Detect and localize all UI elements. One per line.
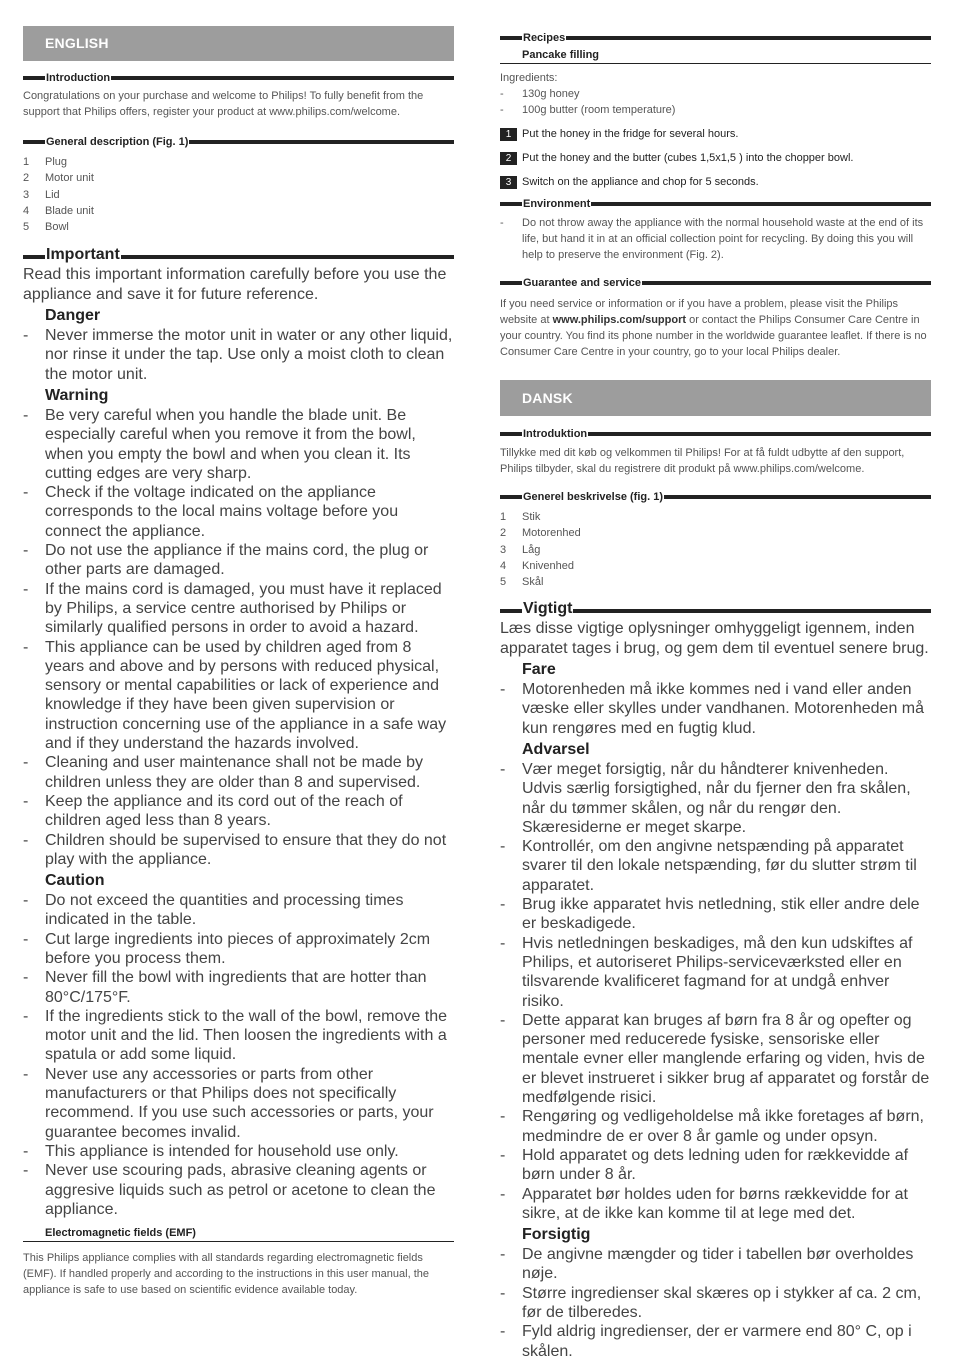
bullet-text: Kontrollér, om den angivne netspænding på apparatet svarer til den lokale netspænding, før du slutter strøm til apparatet. (522, 838, 917, 894)
list-item (500, 525, 931, 541)
step-text: Put the honey in the fridge for several hours. (522, 128, 739, 140)
step-number: 3 (500, 176, 517, 189)
dash-marker: - (23, 1007, 29, 1025)
general-description-heading: General description (Fig. 1) (23, 135, 454, 149)
dash-marker: - (23, 831, 29, 849)
bullet-item (23, 930, 454, 969)
bullet-text: Større ingredienser skal skæres op i stykker af ca. 2 cm, før de tilberedes. (522, 1284, 922, 1321)
bullet-text: 100g butter (room temperature) (522, 104, 676, 116)
bullet-text: Dette apparat kan bruges af børn fra 8 år og opefter og personer med reducerede fysiske, sensoriske eller mentale evner eller manglende erfaring og viden, hvis de er blevet instrueret i sikker brug af apparatet og forstår de medfølgende risici. (522, 1011, 930, 1107)
dash-marker: - (23, 892, 29, 910)
item-label: Stik (522, 511, 541, 523)
bullet-item (500, 86, 931, 102)
bullet-text: Check if the voltage indicated on the appliance corresponds to the local mains voltage before you connect the appliance. (45, 484, 399, 540)
bullet-text: Fyld aldrig ingredienser, der er varmere end 80° C, op i skålen. (522, 1323, 912, 1360)
bullet-item (500, 1284, 931, 1323)
bullet-item (23, 638, 454, 754)
list-item (23, 219, 454, 235)
list-item (500, 509, 931, 525)
forsigtig-list (500, 1245, 931, 1361)
bullet-item (23, 326, 454, 384)
bullet-item (500, 895, 931, 934)
dash-marker: - (23, 542, 29, 560)
item-label: Bowl (45, 221, 69, 234)
recipe-step (500, 151, 931, 165)
important-text: Read this important information carefully before you use the appliance and save it for future reference. (23, 266, 447, 303)
item-label: Lid (45, 188, 60, 201)
bullet-item (500, 1322, 931, 1361)
list-item (23, 154, 454, 170)
bullet-item (23, 541, 454, 580)
ingredients-list (500, 86, 931, 118)
fare-heading: Fare (522, 661, 556, 679)
bullet-text: This appliance is intended for household use only. (45, 1142, 399, 1160)
environment-heading: Environment (500, 197, 931, 211)
english-column (23, 26, 454, 1298)
item-number: 2 (23, 172, 30, 185)
item-number: 2 (500, 527, 507, 540)
item-label: Låg (522, 543, 541, 556)
danger-list (23, 326, 454, 384)
introduction-text: Congratulations on your purchase and welcome to Philips! To fully benefit from the support that Philips offers, register your product at www.philips.com/welcome. (23, 90, 424, 118)
bullet-item (23, 753, 454, 792)
bullet-text: Rengøring og vedligeholdelse må ikke foretages af børn, medmindre de er over 8 år gamle og under opsyn. (522, 1108, 924, 1145)
recipes-heading: Recipes (500, 31, 931, 45)
bullet-item (23, 1065, 454, 1142)
item-number: 3 (23, 188, 30, 201)
bullet-item (500, 1185, 931, 1224)
emf-text: This Philips appliance complies with all standards regarding electromagnetic fields (EMF). If handled properly and according to the instructions in this user manual, the appliance is safe to use based on scientific evidence available today. (23, 1252, 429, 1297)
bullet-text: Children should be supervised to ensure that they do not play with the appliance. (45, 831, 447, 868)
list-item (500, 574, 931, 590)
bullet-text: De angivne mængder og tider i tabellen bør overholdes nøje. (522, 1246, 914, 1283)
bullet-item (23, 1007, 454, 1065)
bullet-item (500, 1011, 931, 1107)
bullet-item (23, 580, 454, 638)
bullet-item (500, 1245, 931, 1284)
caution-list (23, 891, 454, 1219)
guarantee-text: If you need service or information or if you have a problem, please visit the Philips website at www.philips.com/support or contact the Philips Consumer Care Centre in your country. You find its phone number in the worldwide guarantee leaflet. If there is no Consumer Care Centre in your country, go to your local Philips dealer. (500, 298, 927, 358)
warning-heading: Warning (45, 386, 109, 404)
bullet-text: If the mains cord is damaged, you must have it replaced by Philips, a service centre authorised by Philips or similarly qualified persons in order to avoid a hazard. (45, 580, 442, 637)
dash-marker: - (23, 1142, 29, 1160)
bullet-item (500, 1107, 931, 1146)
language-heading-english: ENGLISH (23, 26, 454, 61)
dash-marker: - (23, 484, 29, 502)
dele-list (500, 509, 931, 590)
bullet-text: Cleaning and user maintenance shall not be made by children unless they are older than 8 and supervised. (45, 754, 424, 791)
dash-marker: - (500, 1011, 506, 1029)
vigtigt-text: Læs disse vigtige oplysninger omhyggeligt igennem, inden apparatet tages i brug, og gem dem til eventuel senere brug. (500, 620, 929, 657)
bullet-text: Cut large ingredients into pieces of approximately 2cm before you process them. (45, 930, 431, 967)
recipe-steps (500, 127, 931, 189)
dash-marker: - (500, 1284, 506, 1302)
dash-marker: - (500, 934, 506, 952)
bullet-item (23, 1161, 454, 1219)
bullet-text: Never immerse the motor unit in water or any other liquid, nor rinse it under the tap. Use only a moist cloth to clean the motor unit. (45, 327, 453, 383)
bullet-text: Hvis netledningen beskadiges, må den kun udskiftes af Philips, et autoriseret Philips-serviceværksted eller en tilsvarende kvalificeret fagmand for at undgå enhver risiko. (522, 934, 913, 1010)
dash-marker: - (500, 1108, 506, 1126)
ingredients-label: Ingredients: (500, 72, 558, 84)
bullet-text: Never use scouring pads, abrasive cleaning agents or aggresive liquids such as petrol or acetone to clean the appliance. (45, 1162, 436, 1218)
item-label: Plug (45, 156, 68, 168)
bullet-text: 130g honey (522, 88, 580, 100)
bullet-text: If the ingredients stick to the wall of the bowl, remove the motor unit and the lid. Then loosen the ingredients with a spatula or add some liquid. (45, 1007, 447, 1064)
introduktion-text: Tillykke med dit køb og velkommen til Philips! For at få fuldt udbytte af den support, Philips tilbyder, skal du registrere dit produkt på www.philips.com/welcome. (500, 447, 905, 475)
step-text: Put the honey and the butter (cubes 1,5x1,5 ) into the chopper bowl. (522, 152, 854, 164)
bullet-item (23, 831, 454, 870)
introduction-heading: Introduction (23, 71, 454, 85)
item-label: Skål (522, 576, 544, 589)
bullet-text: Motorenheden må ikke kommes ned i vand eller anden væske eller skylles under vandhanen. Motorenheden må kun rengøres med en fugtig klud. (522, 681, 925, 737)
right-column (500, 31, 931, 1361)
vigtigt-heading: Vigtigt (500, 599, 931, 619)
advarsel-heading: Advarsel (522, 740, 590, 758)
dash-marker: - (500, 104, 504, 116)
bullet-item (500, 837, 931, 895)
advarsel-list (500, 760, 931, 1223)
warning-list (23, 406, 454, 869)
dash-marker: - (500, 1323, 506, 1341)
item-number: 4 (23, 204, 30, 217)
bullet-text: This appliance can be used by children aged from 8 years and above and by persons with reduced physical, sensory or mental capabilities or lack of experience and knowledge if they have been given supervision or instruction concerning use of the appliance in a safe way and if they understand the hazards involved. (45, 638, 447, 753)
item-label: Motorenhed (522, 527, 581, 540)
bullet-text: Hold apparatet og dets ledning uden for rækkevidde af børn under 8 år. (522, 1146, 909, 1184)
bullet-text: Never fill the bowl with ingredients that are hotter than 80°C/175°F. (45, 969, 427, 1006)
important-heading: Important (23, 245, 454, 265)
list-item (500, 558, 931, 574)
forsigtig-heading: Forsigtig (522, 1226, 591, 1244)
dash-marker: - (23, 580, 29, 598)
environment-text: - Do not throw away the appliance with the normal household waste at the end of its life, but hand it in at an official collection point for recycling. By doing this you will help to preserve the environment (Fig. 2). (500, 217, 924, 261)
bullet-item (500, 934, 931, 1011)
bullet-item (23, 406, 454, 483)
guarantee-heading: Guarantee and service (500, 276, 931, 290)
bullet-item (23, 891, 454, 930)
dash-marker: - (500, 838, 506, 856)
pancake-filling-heading: Pancake filling (500, 47, 931, 64)
list-item (23, 187, 454, 203)
bullet-item (500, 760, 931, 837)
bullet-item (500, 102, 931, 118)
bullet-text: Do not use the appliance if the mains cord, the plug or other parts are damaged. (45, 542, 429, 579)
bullet-text: Brug ikke apparatet hvis netledning, stik eller andre dele er beskadigede. (522, 896, 920, 933)
item-label: Motor unit (45, 172, 94, 185)
step-number: 2 (500, 152, 517, 165)
parts-list (23, 154, 454, 235)
language-heading-dansk: DANSK (500, 380, 931, 416)
dash-marker: - (500, 1146, 506, 1164)
bullet-item (23, 792, 454, 831)
bullet-text: Apparatet bør holdes uden for børns rækkevidde for at sikre, at de ikke kan komme til at lege med det. (522, 1185, 908, 1222)
item-label: Knivenhed (522, 559, 574, 572)
dash-marker: - (500, 896, 506, 914)
dash-marker: - (500, 681, 506, 699)
list-item (23, 203, 454, 219)
bullet-text: Keep the appliance and its cord out of the reach of children aged less than 8 years. (45, 792, 403, 830)
dash-marker: - (500, 1185, 506, 1203)
item-label: Blade unit (45, 204, 94, 217)
dash-marker: - (500, 88, 504, 100)
step-number: 1 (500, 128, 517, 141)
bullet-item (500, 1146, 931, 1185)
recipe-step (500, 175, 931, 189)
list-item (500, 542, 931, 558)
dash-marker: - (23, 406, 29, 424)
bullet-item (23, 483, 454, 541)
step-text: Switch on the appliance and chop for 5 seconds. (522, 176, 759, 188)
dash-marker: - (500, 1246, 506, 1264)
introduktion-heading: Introduktion (500, 427, 931, 441)
item-number: 3 (500, 543, 507, 556)
list-item (23, 170, 454, 186)
dash-marker: - (23, 1065, 29, 1083)
danger-heading: Danger (45, 307, 101, 325)
generel-beskrivelse-heading: Generel beskrivelse (fig. 1) (500, 490, 931, 504)
fare-list (500, 680, 931, 738)
dash-marker: - (23, 792, 29, 810)
item-number: 1 (500, 511, 507, 523)
caution-heading: Caution (45, 872, 105, 890)
item-number: 1 (23, 156, 30, 168)
bullet-text: Never use any accessories or parts from other manufacturers or that Philips does not specifically recommend. If you use such accessories or parts, your guarantee becomes invalid. (45, 1065, 434, 1141)
bullet-text: Do not exceed the quantities and processing times indicated in the table. (45, 892, 404, 929)
support-link[interactable]: www.philips.com/support (552, 314, 687, 326)
dash-marker: - (23, 1162, 29, 1180)
bullet-item (23, 1142, 454, 1161)
dash-marker: - (23, 930, 29, 948)
item-number: 5 (23, 221, 30, 234)
bullet-text: Be very careful when you handle the blade unit. Be especially careful when you remove it from the bowl, when you empty the bowl and when you clean it. Its cutting edges are very sharp. (45, 406, 416, 482)
dash-marker: - (23, 638, 29, 656)
recipe-step (500, 127, 931, 141)
item-number: 4 (500, 559, 507, 572)
dash-marker: - (23, 327, 29, 345)
bullet-text: Vær meget forsigtig, når du håndterer knivenheden. Udvis særlig forsigtighed, når du fjerner den fra skålen, når du tømmer skålen, og når du rengør den. Skæresiderne er meget skarpe. (522, 760, 911, 836)
dash-marker: - (500, 760, 506, 778)
dash-marker: - (23, 754, 29, 772)
bullet-item (500, 680, 931, 738)
item-number: 5 (500, 576, 507, 589)
bullet-item (23, 968, 454, 1007)
emf-heading: Electromagnetic fields (EMF) (23, 1223, 454, 1242)
dash-marker: - (23, 969, 29, 987)
